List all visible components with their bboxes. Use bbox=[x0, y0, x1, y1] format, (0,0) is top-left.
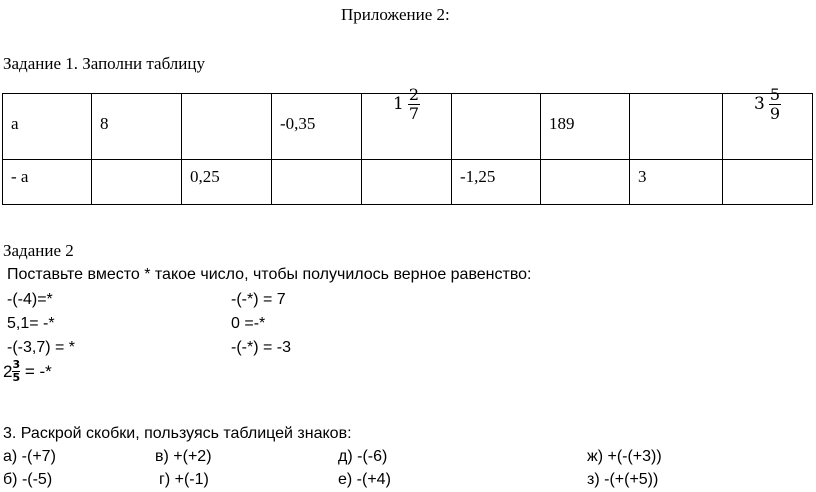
row-label-a: а bbox=[3, 94, 92, 160]
cell-a-6: 189 bbox=[541, 94, 630, 160]
cell-neg-a-8 bbox=[723, 160, 813, 205]
cell-neg-a-6 bbox=[541, 160, 630, 205]
fraction-denominator: 5 bbox=[12, 371, 21, 384]
expr-b: б) -(-5) bbox=[3, 471, 53, 488]
cell-a-2 bbox=[182, 94, 272, 160]
equation-left-1: -(-4)=* bbox=[7, 291, 53, 308]
cell-neg-a-7: 3 bbox=[630, 160, 723, 205]
expr-g: г) +(-1) bbox=[159, 471, 209, 488]
cell-neg-a-4 bbox=[362, 160, 452, 205]
expr-v: в) +(+2) bbox=[155, 448, 212, 465]
task2-instruction: Поставьте вместо * такое число, чтобы получилось верное равенство: bbox=[7, 266, 532, 283]
cell-a-1: 8 bbox=[92, 94, 182, 160]
appendix-title: Приложение 2: bbox=[341, 5, 450, 24]
expr-d: д) -(-6) bbox=[338, 448, 388, 465]
task2-title: Задание 2 bbox=[3, 241, 74, 260]
cell-a-7 bbox=[630, 94, 723, 160]
fraction-denominator: 9 bbox=[769, 103, 780, 123]
task3-title: 3. Раскрой скобки, пользуясь таблицей знаков: bbox=[3, 425, 352, 442]
fraction-numerator: 5 bbox=[769, 84, 780, 104]
cell-neg-a-5: -1,25 bbox=[452, 160, 541, 205]
equation-right-2: 0 =-* bbox=[231, 315, 266, 332]
cell-neg-a-1 bbox=[92, 160, 182, 205]
cell-neg-a-2: 0,25 bbox=[182, 160, 272, 205]
cell-a-8 bbox=[723, 84, 813, 160]
fraction-denominator: 7 bbox=[408, 103, 419, 123]
equation-right-1: -(-*) = 7 bbox=[231, 291, 286, 308]
fraction-whole: 3 bbox=[753, 94, 765, 114]
cell-a-4 bbox=[362, 84, 452, 160]
fraction-numerator: 2 bbox=[408, 84, 419, 104]
fraction-whole: 1 bbox=[392, 94, 404, 114]
expr-a: а) -(+7) bbox=[3, 448, 56, 465]
table-row-neg-a bbox=[3, 160, 813, 205]
cell-a-5 bbox=[452, 94, 541, 160]
fill-table bbox=[2, 84, 813, 205]
cell-neg-a-3 bbox=[272, 160, 362, 205]
expr-z: з) -(+(+5)) bbox=[587, 471, 659, 488]
equation-mixed-fraction bbox=[3, 359, 52, 384]
mixed-fraction bbox=[754, 86, 781, 123]
expr-e: е) -(+4) bbox=[338, 471, 391, 488]
equation-right-3: -(-*) = -3 bbox=[231, 339, 291, 356]
equation-left-2: 5,1= -* bbox=[7, 315, 55, 332]
task1-title: Задание 1. Заполни таблицу bbox=[3, 54, 205, 73]
fraction-whole: 2 bbox=[3, 361, 13, 381]
expr-zh: ж) +(-(+3)) bbox=[587, 448, 662, 465]
row-label-neg-a: - а bbox=[3, 160, 92, 205]
equation-rest: = -* bbox=[20, 361, 52, 381]
table-row-a bbox=[3, 94, 813, 160]
equation-left-3: -(-3,7) = * bbox=[7, 339, 76, 356]
fraction-numerator: 3 bbox=[12, 358, 21, 371]
cell-a-3: -0,35 bbox=[272, 94, 362, 160]
mixed-fraction bbox=[393, 86, 420, 123]
